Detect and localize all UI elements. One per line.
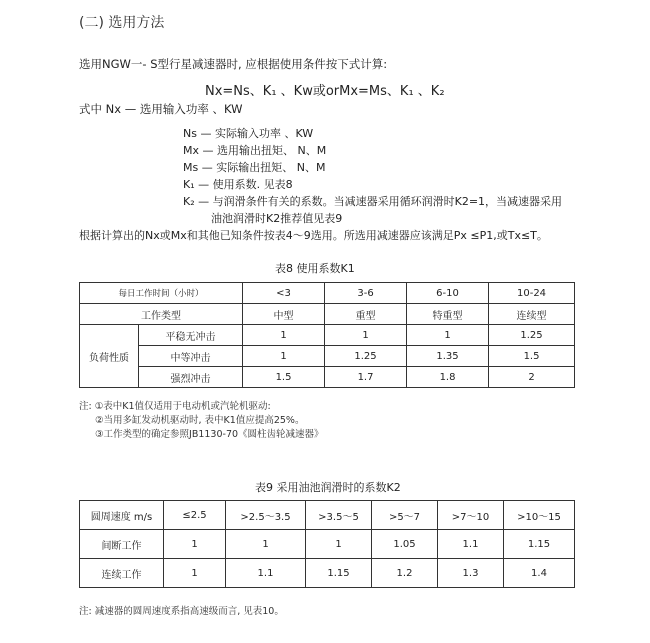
table9-cell: 1.05 [372, 530, 438, 559]
table8-hours-cell: <3 [243, 283, 325, 304]
table8-row-label: 平稳无冲击 [139, 325, 243, 346]
table9-header-label: 圆周速度 m/s [80, 501, 164, 530]
definition-k2-cont: 油池润滑时K2推荐值见表9 [211, 212, 343, 225]
table-row [80, 530, 575, 559]
table8-note-3: ③工作类型的确定参照JB1130-70《圆柱齿轮减速器》 [95, 429, 324, 440]
table-row [80, 346, 575, 367]
table9-speed-cell: >3.5～5 [306, 501, 372, 530]
table9-cell: 1.3 [438, 559, 504, 588]
table8-row-label: 中等冲击 [139, 346, 243, 367]
formula: Nx=Ns、K₁ 、Kw或orMx=Ms、K₁ 、K₂ [205, 84, 445, 99]
table8-cell: 1 [243, 346, 325, 367]
table9-cell: 1.1 [438, 530, 504, 559]
table8-type-row [80, 304, 575, 325]
table9-cell: 1 [306, 530, 372, 559]
table8-type-label: 工作类型 [80, 304, 243, 325]
table9-cell: 1.1 [226, 559, 306, 588]
table-row [80, 325, 575, 346]
definition-ms: Ms — 实际输出扭矩、 N、M [183, 161, 326, 174]
table9-header-row [80, 501, 575, 530]
where-text: 式中 Nx — 选用输入功率 、KW [79, 102, 243, 116]
table8-cell: 1 [243, 325, 325, 346]
table8-cell: 2 [489, 367, 575, 388]
table9-speed-cell: ≤2.5 [164, 501, 226, 530]
table8-cell: 1 [407, 325, 489, 346]
table9-speed-cell: >2.5～3.5 [226, 501, 306, 530]
table-row [80, 559, 575, 588]
table8-type-cell: 特重型 [407, 304, 489, 325]
table8-cell: 1.7 [325, 367, 407, 388]
table8-cell: 1.5 [489, 346, 575, 367]
table8-hours-cell: 6-10 [407, 283, 489, 304]
table8-type-cell: 中型 [243, 304, 325, 325]
table8-cell: 1 [325, 325, 407, 346]
table9-cell: 1 [226, 530, 306, 559]
table8-cell: 1.25 [325, 346, 407, 367]
table9-caption: 表9 采用油池润滑时的系数K2 [255, 481, 401, 494]
definition-k1: K₁ — 使用系数. 见表8 [183, 178, 293, 191]
table9-speed-cell: >7～10 [438, 501, 504, 530]
intro-text: 选用NGW一- S型行星减速器时, 应根据使用条件按下式计算: [79, 57, 388, 71]
table9-cell: 1.15 [306, 559, 372, 588]
table8-cell: 1.35 [407, 346, 489, 367]
table9-cell: 1 [164, 559, 226, 588]
table8 [79, 282, 575, 388]
table9-cell: 1.15 [504, 530, 575, 559]
table8-note-2: ②当用多缸发动机驱动时, 表中K1值应提高25%。 [95, 415, 305, 426]
definition-ns: Ns — 实际输入功率 、KW [183, 127, 314, 140]
selection-rule: 根据计算出的Nx或Mx和其他已知条件按表4～9选用。所选用减速器应该满足Px ≤P1,或Tx≤T。 [79, 229, 548, 242]
table8-type-cell: 重型 [325, 304, 407, 325]
table8-cell: 1.5 [243, 367, 325, 388]
table8-note-1: 注: ①表中K1值仅适用于电动机或汽轮机驱动: [79, 401, 271, 412]
table9 [79, 500, 575, 588]
table8-hours-label: 每日工作时间（小时） [80, 283, 243, 304]
table8-hours-cell: 10-24 [489, 283, 575, 304]
table9-row-label: 连续工作 [80, 559, 164, 588]
section-heading: (二) 选用方法 [79, 15, 165, 31]
table9-cell: 1 [164, 530, 226, 559]
table8-cell: 1.8 [407, 367, 489, 388]
table8-type-cell: 连续型 [489, 304, 575, 325]
table8-caption: 表8 使用系数K1 [275, 262, 355, 275]
table-row [80, 367, 575, 388]
definition-mx: Mx — 选用输出扭矩、 N、M [183, 144, 327, 157]
table8-hours-cell: 3-6 [325, 283, 407, 304]
table8-cell: 1.25 [489, 325, 575, 346]
table8-load-label: 负荷性质 [80, 325, 139, 388]
table8-hours-row [80, 283, 575, 304]
definition-k2: K₂ — 与润滑条件有关的系数。当减速器采用循环润滑时K2=1，当减速器采用 [183, 195, 563, 208]
table9-speed-cell: >5～7 [372, 501, 438, 530]
table9-cell: 1.4 [504, 559, 575, 588]
table9-note: 注: 减速器的圆周速度系指高速级而言, 见表10。 [79, 606, 284, 617]
table9-row-label: 间断工作 [80, 530, 164, 559]
table9-cell: 1.2 [372, 559, 438, 588]
table9-speed-cell: >10～15 [504, 501, 575, 530]
table8-row-label: 强烈冲击 [139, 367, 243, 388]
